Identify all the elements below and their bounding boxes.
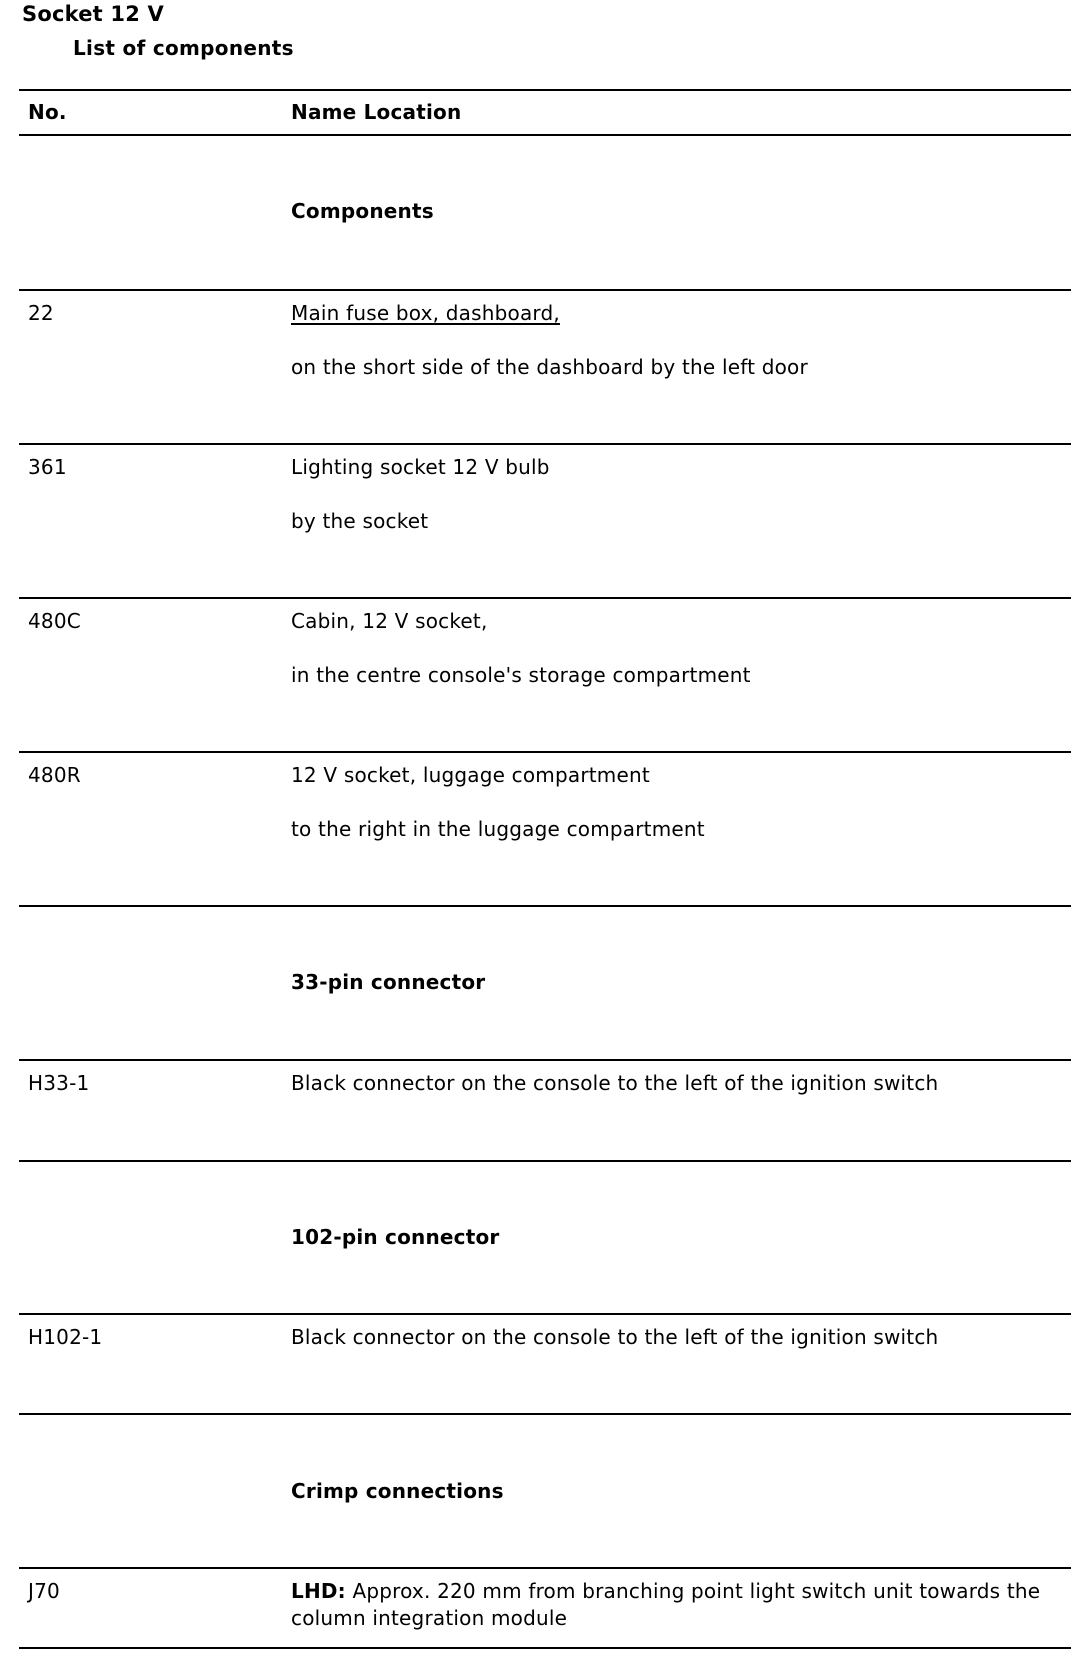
row-name: Black connector on the console to the left of the ignition switch (291, 1071, 939, 1095)
section-heading-102-pin: 102-pin connector (291, 1225, 500, 1249)
section-heading-components: Components (291, 199, 434, 223)
column-header-no: No. (28, 100, 67, 124)
row-name: Lighting socket 12 V bulb (291, 455, 550, 479)
section-heading-33-pin: 33-pin connector (291, 970, 486, 994)
row-number: 22 (28, 301, 54, 325)
header-bottom-rule (19, 134, 1071, 136)
section-heading-crimp: Crimp connections (291, 1479, 504, 1503)
row-divider (19, 443, 1071, 445)
row-number: H33-1 (28, 1071, 90, 1095)
row-name (291, 1578, 1071, 1632)
row-name: 12 V socket, luggage compartment (291, 763, 650, 787)
row-divider (19, 1567, 1071, 1569)
row-number: 480R (28, 763, 81, 787)
row-divider (19, 289, 1071, 291)
row-divider (19, 905, 1071, 907)
row-number: H102-1 (28, 1325, 103, 1349)
page-title: Socket 12 V (22, 2, 164, 26)
row-divider (19, 751, 1071, 753)
row-number: 480C (28, 609, 81, 633)
row-name-link[interactable]: Main fuse box, dashboard, (291, 301, 560, 325)
row-name: Cabin, 12 V socket, (291, 609, 488, 633)
row-number: J70 (28, 1579, 60, 1603)
page-subtitle: List of components (73, 36, 294, 60)
row-location: on the short side of the dashboard by the left door (291, 355, 808, 379)
row-location: by the socket (291, 509, 429, 533)
row-name-text: Approx. 220 mm from branching point light switch unit towards the column integration module (291, 1579, 1041, 1630)
row-divider (19, 1413, 1071, 1415)
row-divider (19, 597, 1071, 599)
row-location: to the right in the luggage compartment (291, 817, 705, 841)
row-divider (19, 1059, 1071, 1061)
row-divider (19, 1160, 1071, 1162)
column-header-name-location: Name Location (291, 100, 462, 124)
row-location: in the centre console's storage compartment (291, 663, 751, 687)
row-name-prefix: LHD: (291, 1579, 346, 1603)
table-top-rule (19, 89, 1071, 91)
table-bottom-rule (19, 1647, 1071, 1649)
row-number: 361 (28, 455, 67, 479)
row-name: Black connector on the console to the left of the ignition switch (291, 1325, 939, 1349)
row-divider (19, 1313, 1071, 1315)
